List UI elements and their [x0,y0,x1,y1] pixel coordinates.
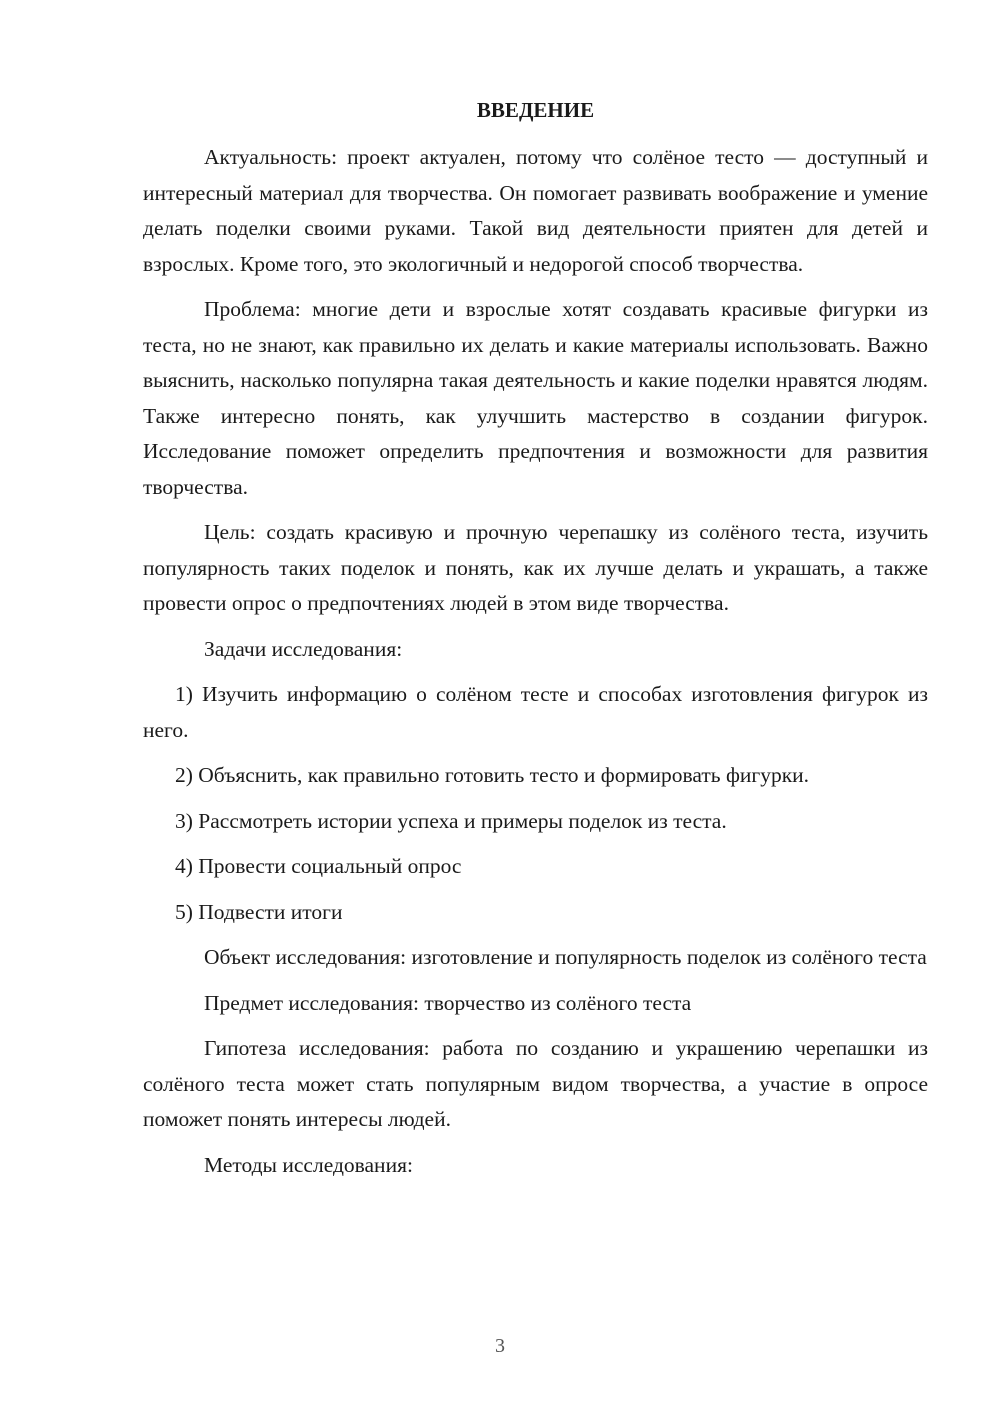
task-item-2: 2) Объяснить, как правильно готовить тесто и формировать фигурки. [175,763,810,787]
hypothesis-paragraph: Гипотеза исследования: работа по созданию и украшению черепашки из солёного теста может стать популярным видом творчества, а участие в опросе поможет понять интересы людей. [143,1036,928,1131]
document-page [143,92,928,1193]
page-title: ВВЕДЕНИЕ [476,98,595,122]
relevance-paragraph: Актуальность: проект актуален, потому что солёное тесто — доступный и интересный материал для творчества. Он помогает развивать воображение и умение делать поделки своими руками. Такой вид деятельности приятен для детей и взрослых. Кроме того, это экологичный и недорогой способ творчества. [143,145,928,276]
tasks-heading: Задачи исследования: [204,636,403,661]
task-item-3: 3) Рассмотреть истории успеха и примеры поделок из теста. [175,808,727,833]
problem-paragraph: Проблема: многие дети и взрослые хотят создавать красивые фигурки из теста, но не знают, как правильно их делать и какие материалы использовать. Важно выяснить, насколько популярна такая деятельность и какие поделки нравятся людям. Также интересно понять, как улучшить мастерство в создании фигурок. Исследование поможет определить предпочтения и возможности для развития творчества. [143,297,928,499]
page-number: 3 [495,1335,505,1357]
subject-paragraph: Предмет исследования: творчество из солёного теста [204,990,692,1015]
task-item-5: 5) Подвести итоги [175,899,343,924]
methods-heading: Методы исследования: [204,1152,413,1177]
task-item-4: 4) Провести социальный опрос [175,854,462,878]
goal-paragraph: Цель: создать красивую и прочную черепашку из солёного теста, изучить популярность таких поделок и понять, как их лучше делать и украшать, а также провести опрос о предпочтениях людей в этом виде творчества. [143,520,928,615]
task-item-1: 1) Изучить информацию о солёном тесте и способах изготовления фигурок из него. [143,682,928,742]
object-paragraph: Объект исследования: изготовление и популярность поделок из солёного теста [204,945,927,969]
